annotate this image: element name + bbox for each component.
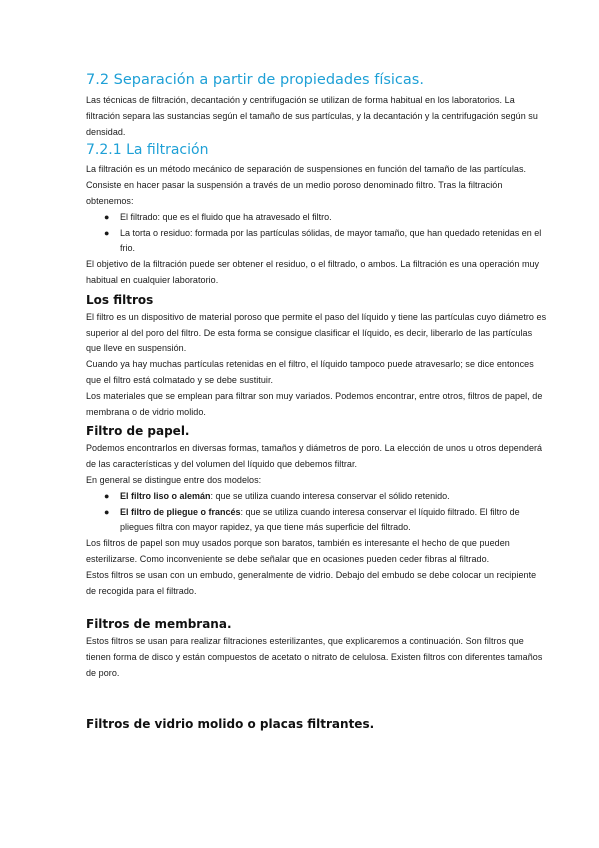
papel-paragraph-2: En general se distingue entre dos modelos: [86, 474, 262, 485]
bullet-icon: ● [104, 506, 110, 517]
filtros-paragraph-3: Los materiales que se emplean para filtrar son muy variados. Podemos encontrar, entre otros, filtros de papel, de membrana o de vidrio molido. [86, 390, 543, 417]
bullet-icon: ● [104, 490, 110, 501]
filtracion-description: Consiste en hacer pasar la suspensión a través de un medio poroso denominado filtro. Tras la filtración obtenemos: [86, 180, 503, 206]
filtros-paragraph-2: Cuando ya hay muchas partículas retenidas en el filtro, el líquido tampoco puede atravesarlo; se dice entonces que el filtro está colmatado y se debe sustituir. [86, 359, 534, 385]
membrana-paragraph: Estos filtros se usan para realizar filtraciones esterilizantes, que explicaremos a continuación. Son filtros que tienen forma de disco y están compuestos de acetato o nitrato de celulosa. Existen filtros con diferentes tamaños de poro. [86, 636, 543, 678]
spacer [86, 599, 548, 613]
page-content [86, 70, 548, 734]
section-intro: Las técnicas de filtración, decantación y centrifugación se utilizan de forma habitual en los laboratorios. La filtración separa las sustancias según el tamaño de sus partículas, y la decantación y la centrifugación según su densidad. [86, 95, 538, 137]
section-heading: 7.2 Separación a partir de propiedades físicas. [86, 72, 424, 88]
papel-heading: Filtro de papel. [86, 424, 190, 439]
membrana-heading: Filtros de membrana. [86, 617, 232, 632]
list-item: ● La torta o residuo: formada por las partículas sólidas, de mayor tamaño, que han quedado retenidas en el frio. [104, 227, 542, 254]
filtros-heading: Los filtros [86, 292, 154, 307]
vidrio-heading: Filtros de vidrio molido o placas filtrantes. [86, 716, 375, 731]
list-item: ● El filtro de pliegue o francés: que se utiliza cuando interesa conservar el líquido filtrado. El filtro de pliegues filtra con mayor rapidez, ya que tiene más superficie del filtrado. [104, 506, 520, 533]
bullet-icon: ● [104, 211, 110, 222]
filtracion-results-list [86, 210, 548, 257]
list-item: ● El filtro liso o alemán: que se utiliza cuando interesa conservar el sólido retenido. [120, 489, 548, 505]
filtros-paragraph-1: El filtro es un dispositivo de material poroso que permite el paso del líquido y tiene las partículas cuyo diámetro es superior al del poro del filtro. De esta forma se consigue clasificar el líquido, es decir, liberarlo de las partículas que lleve en suspensión. [86, 311, 547, 354]
papel-paragraph-1: Podemos encontrarlos en diversas formas, tamaños y diámetros de poro. La elección de unos u otros dependerá de las características y del volumen del líquido que debemos filtrar. [86, 443, 543, 470]
filtracion-definition: La filtración es un método mecánico de separación de suspensiones en función del tamaño de las partículas. [86, 164, 527, 175]
bullet-icon: ● [104, 227, 110, 238]
list-item: ● El filtrado: que es el fluido que ha atravesado el filtro. [120, 210, 548, 226]
papel-models-list [86, 489, 548, 536]
papel-paragraph-3: Los filtros de papel son muy usados porque son baratos, también es interesante el hecho de que pueden esterilizarse. Como inconveniente se debe señalar que en ocasiones pueden ceder fibras al filtrado. [86, 538, 510, 564]
subsection-heading: 7.2.1 La filtración [86, 142, 209, 159]
filtracion-objective: El objetivo de la filtración puede ser obtener el residuo, o el filtrado, o ambos. La filtración es una operación muy habitual en cualquier laboratorio. [86, 259, 540, 285]
papel-paragraph-4: Estos filtros se usan con un embudo, generalmente de vidrio. Debajo del embudo se debe colocar un recipiente de recogida para el filtrado. [86, 569, 537, 596]
spacer [86, 682, 548, 713]
